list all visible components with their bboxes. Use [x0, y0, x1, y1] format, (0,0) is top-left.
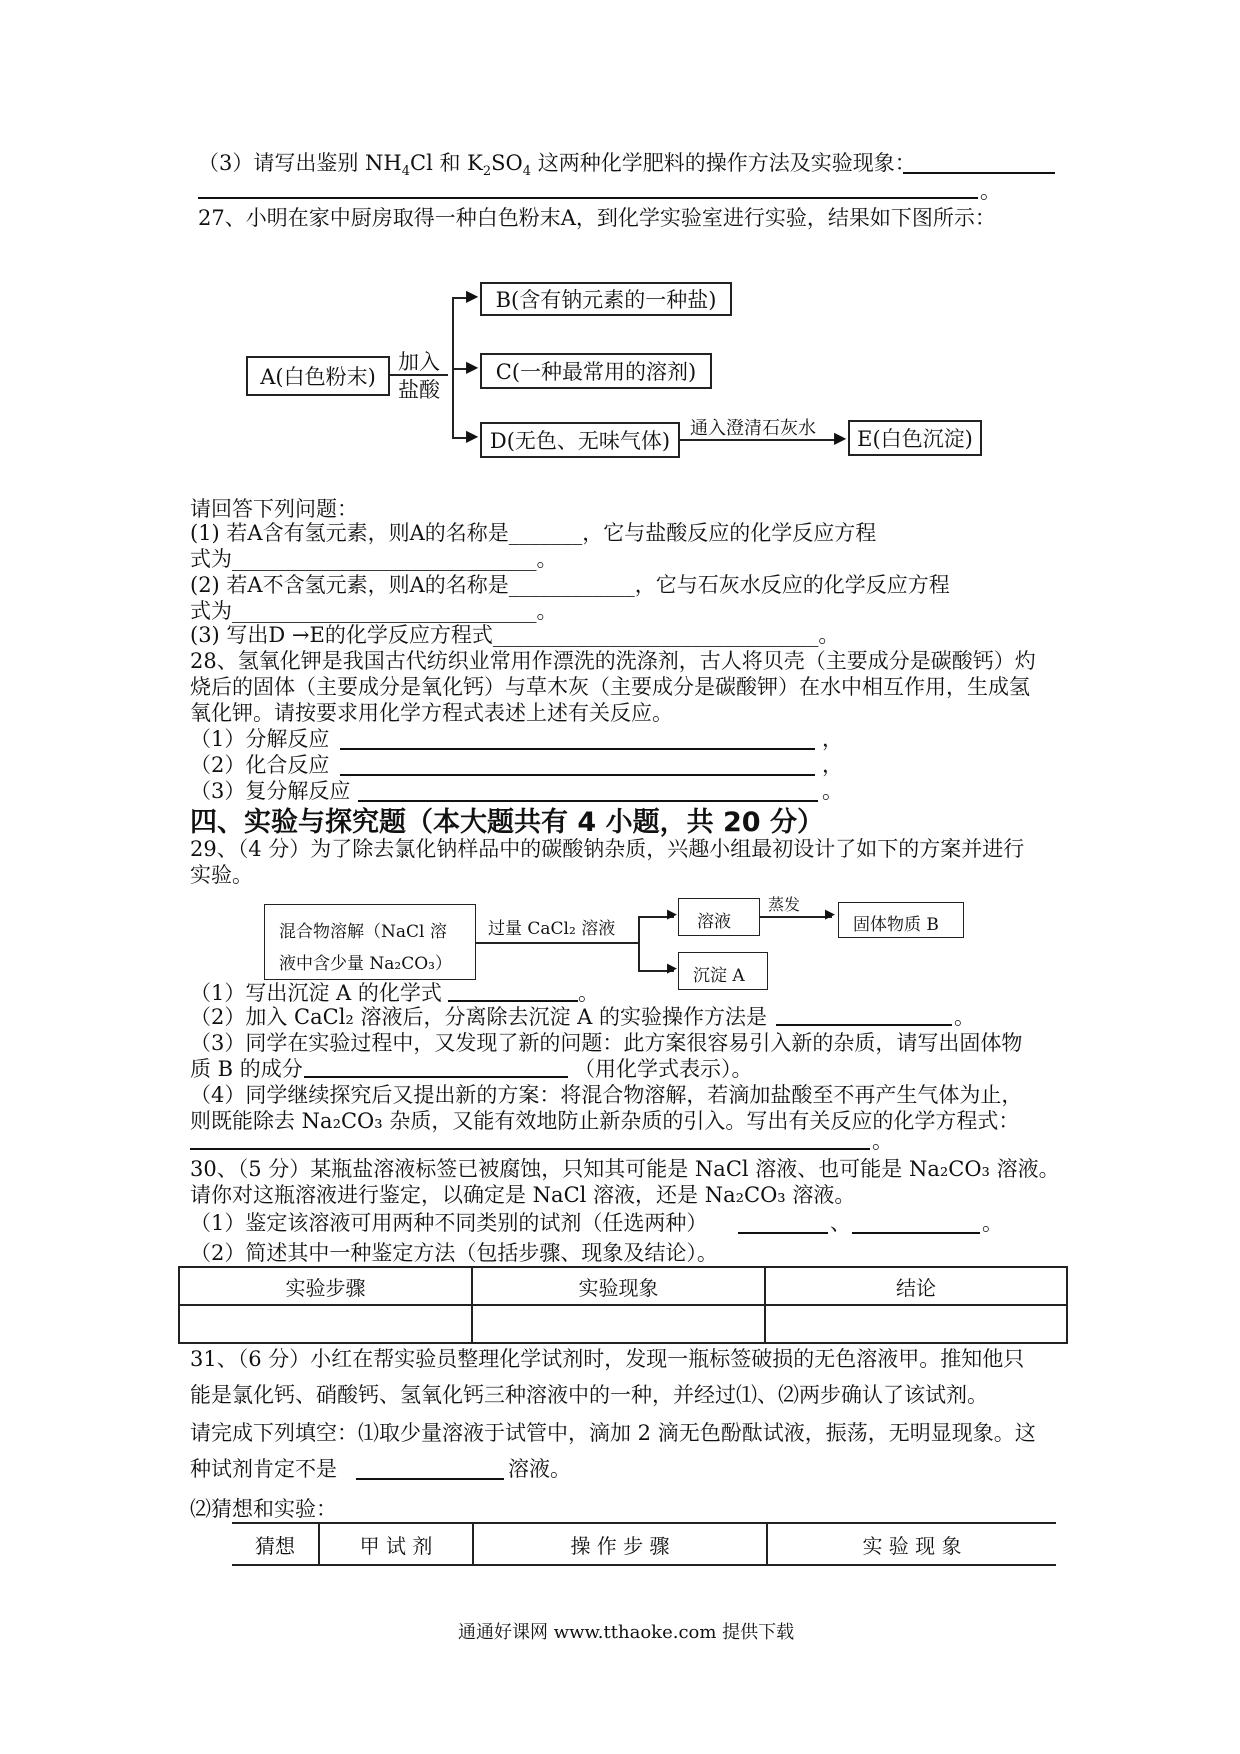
q31-line3: 请完成下列填空：⑴取少量溶液于试管中，滴加 2 滴无色酚酞试液，振荡，无明显现象。这 [190, 1421, 1036, 1445]
q28-item2: （2）化合反应 [190, 753, 330, 777]
answer-blank[interactable] [852, 1232, 980, 1234]
q26-3-mid2: SO [491, 151, 523, 175]
box-a [246, 356, 390, 396]
q30-item2: （2）简述其中一种鉴定方法（包括步骤、现象及结论）。 [190, 1241, 718, 1265]
q27-prompt: 请回答下列问题： [190, 497, 358, 521]
box-a-label: A(白色粉末) [260, 365, 376, 389]
q30-table [178, 1266, 1068, 1344]
q31-line4b: 溶液。 [508, 1457, 571, 1481]
period: 。 [954, 1005, 975, 1029]
q28-line1: 28、氢氧化钾是我国古代纺织业常用作漂洗的洗涤剂，古人将贝壳（主要成分是碳酸钙）灼 [190, 649, 1036, 673]
arrow-head: ▶ [667, 961, 677, 976]
q31-line1: 31、（6 分）小红在帮实验员整理化学试剂时，发现一瓶标签破损的无色溶液甲。推知他只 [190, 1347, 1025, 1371]
mixture-line1: 混合物溶解（NaCl 溶 [279, 922, 447, 942]
box-e [848, 420, 982, 456]
reagent-bottom: 盐酸 [398, 378, 440, 402]
table-header: 实 验 现 象 [767, 1523, 1056, 1565]
q28-line3: 氧化钾。请按要求用化学方程式表述上述有关反应。 [190, 701, 673, 725]
connector [680, 439, 842, 441]
connector [476, 942, 638, 944]
table-cell[interactable] [765, 1305, 1067, 1343]
table-header: 结论 [765, 1267, 1067, 1305]
subscript: 2 [482, 164, 492, 180]
connector [388, 374, 448, 376]
q28-item3: （3）复分解反应 [190, 779, 351, 803]
q29-item1: （1）写出沉淀 A 的化学式 [190, 981, 442, 1005]
q28-item1: （1）分解反应 [190, 727, 330, 751]
box-solid-b [838, 902, 964, 938]
arrow-head: ▶ [825, 907, 835, 922]
comma: ， [822, 753, 843, 777]
arrow-head: ▶ [466, 426, 479, 445]
q27-sub2-line2: 式为_____________________________。 [190, 599, 558, 623]
q31-line2: 能是氯化钙、硝酸钙、氢氧化钙三种溶液中的一种，并经过⑴、⑵两步确认了该试剂。 [190, 1383, 988, 1407]
connector [760, 916, 832, 918]
answer-blank[interactable] [903, 172, 1055, 174]
connector [638, 916, 640, 970]
box-solution [678, 898, 760, 936]
reagent-top: 加入 [398, 350, 440, 374]
solid-b-label: 固体物质 B [853, 915, 939, 935]
answer-blank[interactable] [448, 1000, 578, 1002]
answer-blank[interactable] [340, 748, 815, 750]
box-b-label: B(含有钠元素的一种盐) [495, 288, 717, 312]
answer-blank[interactable] [738, 1232, 828, 1234]
q27-sub2-line1: (2) 若A不含氢元素，则A的名称是____________，它与石灰水反应的化学反应方程 [190, 573, 950, 597]
answer-blank[interactable] [776, 1024, 952, 1026]
period: 。 [578, 981, 599, 1005]
table-cell[interactable] [179, 1305, 472, 1343]
box-b [480, 282, 732, 316]
reagent-label: 过量 CaCl₂ 溶液 [488, 919, 616, 939]
period: 。 [982, 1211, 1003, 1235]
table-header: 操 作 步 骤 [473, 1523, 767, 1565]
q26-3-line [198, 150, 916, 185]
answer-blank[interactable] [356, 1478, 504, 1480]
q29-item3-line1: （3）同学在实验过程中，又发现了新的问题：此方案很容易引入新的杂质，请写出固体物 [190, 1031, 1023, 1055]
box-precip-a [678, 952, 768, 990]
box-d [480, 422, 680, 458]
q31-item2: ⑵猜想和实验： [190, 1497, 337, 1521]
box-d-label: D(无色、无味气体) [489, 429, 671, 453]
table-cell[interactable] [472, 1305, 765, 1343]
q30-line1: 30、（5 分）某瓶盐溶液标签已被腐蚀，只知其可能是 NaCl 溶液、也可能是 Na₂CO₃ 溶液。 [190, 1157, 1060, 1181]
q29-line2: 实验。 [190, 863, 253, 887]
q31-line4a: 种试剂肯定不是 [190, 1457, 337, 1481]
period: 。 [872, 1129, 893, 1153]
box-e-label: E(白色沉淀) [857, 427, 973, 451]
box-c [480, 353, 712, 389]
q27-sub1-line1: (1) 若A含有氢元素，则A的名称是_______，它与盐酸反应的化学反应方程 [190, 521, 877, 545]
q28-line2: 烧后的固体（主要成分是氧化钙）与草木灰（主要成分是碳酸钾）在水中相互作用，生成氢 [190, 675, 1030, 699]
q29-item4-line2: 则既能除去 Na₂CO₃ 杂质，又能有效地防止新杂质的引入。写出有关反应的化学方程式： [190, 1109, 1020, 1133]
box-c-label: C(一种最常用的溶剂) [495, 360, 697, 384]
separator: 、 [830, 1211, 851, 1235]
table-row [179, 1305, 1067, 1343]
table-header: 猜想 [232, 1523, 319, 1565]
answer-blank[interactable] [198, 197, 978, 199]
table-header: 实验步骤 [179, 1267, 472, 1305]
q29-line1: 29、（4 分）为了除去氯化钠样品中的碳酸钠杂质，兴趣小组最初设计了如下的方案并进行 [190, 837, 1025, 861]
q31-table [232, 1522, 1056, 1566]
q30-line2: 请你对这瓶溶液进行鉴定，以确定是 NaCl 溶液，还是 Na₂CO₃ 溶液。 [190, 1183, 856, 1207]
arrow-head: ▶ [667, 907, 677, 922]
answer-blank[interactable] [190, 1148, 870, 1150]
q27-sub1-line2: 式为_____________________________。 [190, 547, 558, 571]
footer: 通通好课网 www.tthaoke.com 提供下载 [458, 1622, 795, 1643]
solution-label: 溶液 [697, 912, 731, 932]
answer-blank[interactable] [304, 1076, 568, 1078]
subscript: 4 [522, 164, 532, 180]
table-header: 实验现象 [472, 1267, 765, 1305]
q26-3-mid: Cl 和 K [410, 151, 483, 175]
q29-item2: （2）加入 CaCl₂ 溶液后，分离除去沉淀 A 的实验操作方法是 [190, 1005, 768, 1029]
arrow-label: 通入澄清石灰水 [690, 418, 816, 439]
evap-label: 蒸发 [768, 895, 801, 914]
box-mixture [264, 904, 476, 980]
table-header: 甲 试 剂 [319, 1523, 473, 1565]
comma: ， [822, 727, 843, 751]
q30-item1: （1）鉴定该溶液可用两种不同类别的试剂（任选两种） [190, 1211, 708, 1235]
answer-blank[interactable] [340, 774, 815, 776]
subscript: 4 [401, 164, 411, 180]
q27-stem: 27、小明在家中厨房取得一种白色粉末A，到化学实验室进行实验，结果如下图所示： [198, 206, 996, 230]
table-row [179, 1267, 1067, 1305]
arrow-head: ▶ [466, 357, 479, 376]
section-title: 四、实验与探究题（本大题共有 4 小题，共 20 分） [190, 807, 824, 838]
q29-item4-line1: （4）同学继续探究后又提出新的方案：将混合物溶解，若滴加盐酸至不再产生气体为止， [190, 1083, 1023, 1107]
q29-item3-line2a: 质 B 的成分 [190, 1057, 303, 1081]
q26-3-prefix: （3）请写出鉴别 NH [198, 151, 402, 175]
q26-3-suffix: 这两种化学肥料的操作方法及实验现象： [531, 151, 916, 175]
precip-a-label: 沉淀 A [693, 966, 745, 986]
table-row [232, 1523, 1056, 1565]
mixture-line2: 液中含少量 Na₂CO₃） [279, 954, 452, 974]
arrow-head: ▶ [834, 428, 847, 447]
q29-item3-line2b: （用化学式表示）。 [574, 1057, 753, 1081]
period: 。 [822, 779, 843, 803]
arrow-head: ▶ [466, 286, 479, 305]
period: 。 [980, 179, 1001, 203]
q27-sub3: (3) 写出D →E的化学反应方程式_______________________________。 [190, 623, 840, 647]
